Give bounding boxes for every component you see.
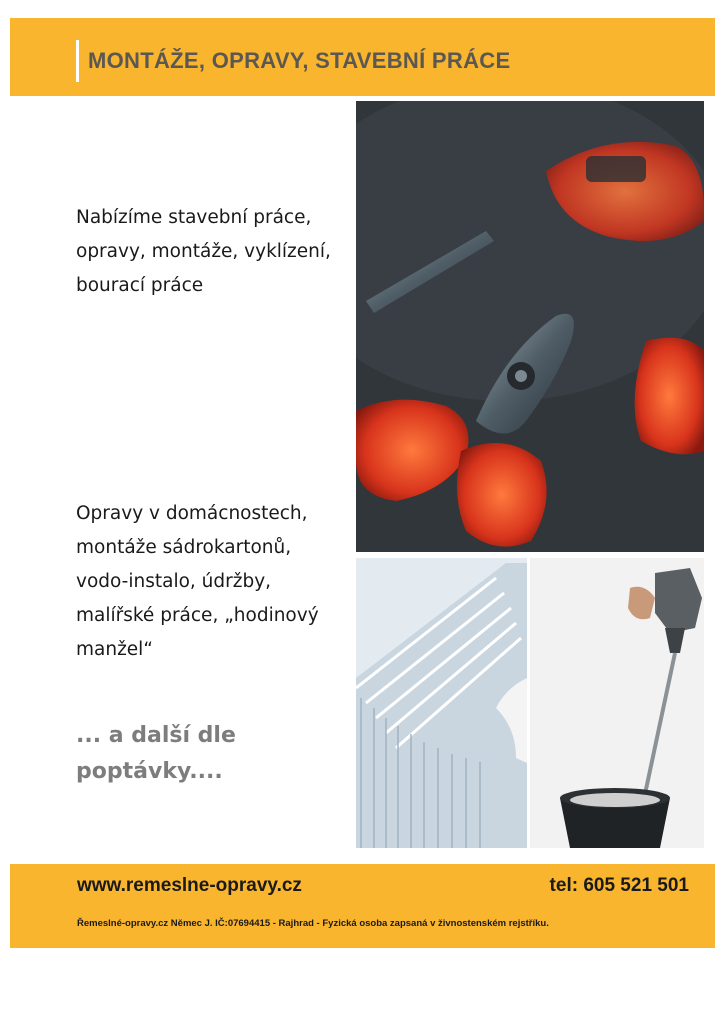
services-intro <box>76 201 331 303</box>
services-household-line: vodo-instalo, údržby, <box>76 571 272 592</box>
plasterboard-illustration <box>356 558 527 848</box>
services-intro-line: bourací práce <box>76 275 204 296</box>
header-band <box>10 18 715 96</box>
website-link[interactable]: www.remeslne-opravy.cz <box>77 875 302 896</box>
header-divider <box>76 40 79 82</box>
phone-number[interactable]: tel: 605 521 501 <box>549 875 689 896</box>
more-on-request-line: poptávky.... <box>76 759 223 784</box>
services-household-line: Opravy v domácnostech, <box>76 503 308 524</box>
plasterboard-photo <box>356 558 527 848</box>
more-on-request <box>76 718 236 790</box>
more-on-request-line: ... a další dle <box>76 723 236 748</box>
drill-illustration <box>530 558 704 848</box>
legal-note: Řemeslné-opravy.cz Němec J. IČ:07694415 - Rajhrad - Fyzická osoba zapsaná v živnostenském rejstříku. <box>77 918 549 929</box>
tools-illustration <box>356 101 704 552</box>
services-intro-line: opravy, montáže, vyklízení, <box>76 241 331 262</box>
services-household-line: malířské práce, „hodinový <box>76 605 319 626</box>
page-title: MONTÁŽE, OPRAVY, STAVEBNÍ PRÁCE <box>88 48 511 73</box>
drill-mixer-photo <box>530 558 704 848</box>
tools-photo <box>356 101 704 552</box>
services-household-line: montáže sádrokartonů, <box>76 537 292 558</box>
services-intro-line: Nabízíme stavební práce, <box>76 207 312 228</box>
footer-band <box>10 864 715 948</box>
services-household-line: manžel“ <box>76 639 153 660</box>
services-household <box>76 497 319 667</box>
